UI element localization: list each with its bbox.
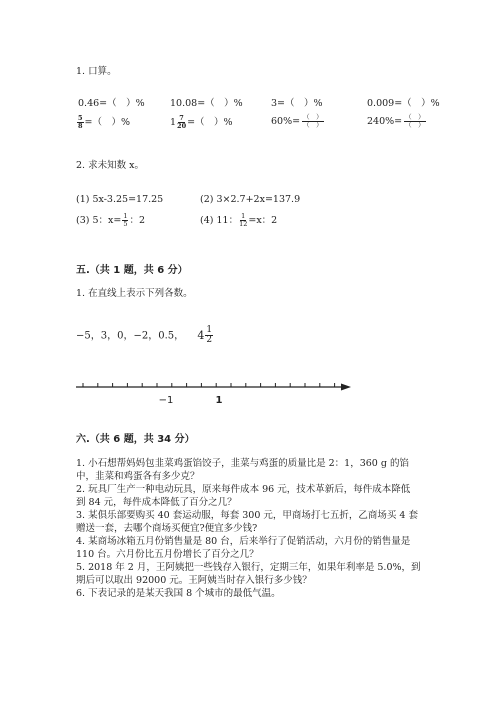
problem-text-line: 4. 某商场冰箱五月份销售量是 80 台，后来举行了促销活动，六月份的销售量是	[76, 536, 411, 547]
problem-text-line: 中，韭菜和鸡蛋各有多少克？	[76, 471, 200, 482]
equation-1: (1) 5x-3.25=17.25	[76, 194, 164, 205]
section-6-title: 六.（共 6 题，共 34 分）	[76, 434, 195, 445]
oral-item-percent: 240%= （ ） （ ）	[367, 113, 425, 129]
problem-text-line: 到 84 元，每件成本降低了百分之几？	[76, 497, 237, 508]
problem-text-line: 期后可以取出 92000 元。王阿姨当时存入银行多少钱？	[76, 575, 312, 586]
oral-item-mixed: 1 $\frac{7}{20}$ =（ ）%	[170, 114, 233, 130]
equation-2: (2) 3×2.7+2x=137.9	[200, 194, 301, 205]
number-line-ticks	[83, 383, 335, 387]
number-line-arrow	[341, 384, 351, 391]
tick-label-neg1: −1	[158, 395, 174, 406]
problem-text-line: 110 台。六月份比五月份增长了百分之几？	[76, 549, 259, 560]
oral-item: 0.009=（ ）%	[367, 98, 440, 109]
oral-calc-heading: 1. 口算。	[76, 66, 117, 77]
problem-text-line: 赠送一套，去哪个商场买便宜?便宜多少钱?	[76, 523, 258, 534]
oral-item: 0.46=（ ）%	[78, 98, 145, 109]
tick-label-1: 1	[215, 395, 223, 406]
number-line-instruction: 1. 在直线上表示下列各数。	[76, 288, 193, 299]
problem-text-line: 6. 下表记录的是某天我国 8 个城市的最低气温。	[76, 588, 281, 599]
mixed-number: 4 $\frac{1}{2}$	[197, 325, 213, 345]
number-line	[70, 374, 355, 406]
numbers-to-plot: −5，3，0，−2，0.5， 4 $\frac{1}{2}$	[76, 325, 213, 345]
equation-3: (3) 5：x= $\frac{1}{5}$ ：2	[76, 212, 146, 228]
oral-item: 3=（ ）%	[271, 98, 323, 109]
section-5-title: 五.（共 1 题，共 6 分）	[76, 265, 188, 276]
oral-item-fraction: $\frac{5}{8}$ =（ ）%	[78, 114, 131, 130]
oral-item: 10.08=（ ）%	[170, 98, 243, 109]
solve-heading: 2. 求未知数 x。	[76, 160, 144, 171]
equation-4: (4) 11： $\frac{1}{12}$ =x：2	[200, 212, 278, 228]
problem-text-line: 2. 玩具厂生产一种电动玩具，原来每件成本 96 元，技术革新后，每件成本降低	[76, 484, 411, 495]
problem-text-line: 1. 小石想帮妈妈包韭菜鸡蛋馅饺子，韭菜与鸡蛋的质量比是 2：1，360 g 的馅	[76, 458, 409, 469]
problem-text-line: 3. 某俱乐部要购买 40 套运动服，每套 300 元，甲商场打七五折，乙商场买 4 套	[76, 510, 418, 521]
problem-text-line: 5. 2018 年 2 月，王阿姨把一些钱存入银行，定期三年，如果年利率是 5.0%，到	[76, 562, 421, 573]
oral-item-percent: 60%= （ ） （ ）	[271, 113, 323, 129]
